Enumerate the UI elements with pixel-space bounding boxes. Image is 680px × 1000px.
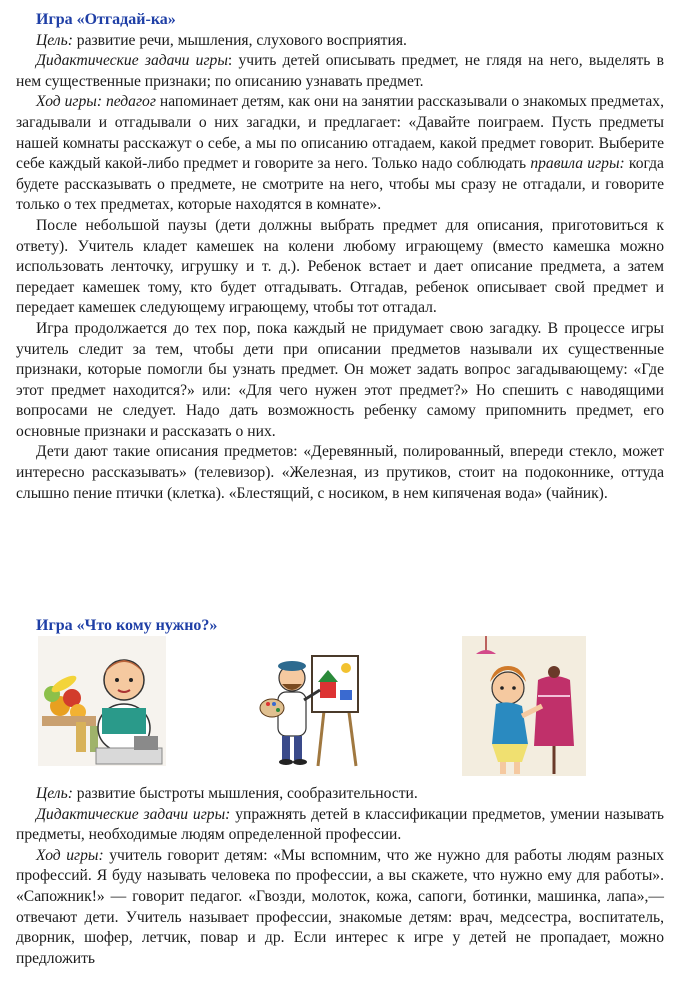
tasks-paragraph (16, 51, 664, 92)
saleswoman-illustration (38, 636, 166, 766)
artist-illustration (258, 644, 364, 768)
profession-illustrations (0, 636, 680, 782)
examples-paragraph: Дети дают такие описания предметов: «Деревянный, полированный, впереди стекло, может интересно рассказывать» (телевизор). «Железная, из прутиков, стоит на подоконнике, оттуда слышно пение птички (клетка). «Блестящий, с носиком, в нем кипяченая вода» (чайник). (16, 443, 664, 502)
goal-paragraph (16, 31, 664, 52)
course-text-2: когда будете рассказывать о предмете, не смотрите на него, чтобы мы сразу не отгадали, и говорите только о тех предметах, которые находятся в комнате». (16, 155, 664, 214)
game-otgadayka-section (16, 10, 664, 504)
rules-label: правила игры: (530, 155, 625, 173)
continue-paragraph: Игра продолжается до тех пор, пока каждый не придумает свою загадку. В процессе игры учитель следит за тем, чтобы дети при описании предметов называли их существенные признаки, которые помогли бы узнать предмет. Он может задать вопрос загадывающему: «Где этот предмет находится?» или: «Для чего нужен этот предмет?» Но спешить с наводящими вопросами не следует. Надо дать возможность ребенку самому припомнить предмет, его основные признаки и рассказать о них. (16, 319, 664, 440)
tasks2-label: Дидактические задачи игры: (36, 805, 231, 823)
course-label: Ход игры: педагог (36, 93, 156, 111)
tasks-label: Дидактические задачи игры (36, 52, 228, 70)
goal2-paragraph (16, 784, 664, 805)
game-otgadayka-title: Игра «Отгадай-ка» (36, 11, 176, 28)
course-text-1: напоминает детям, как они на занятии рассказывали о знакомых предметах, загадывали и отгадывали о них загадки, и предлагает: «Давайте поиграем. Пусть предметы нашей комнаты расскажут о себе, а мы по описанию отгадаем, какой предмет говорит. Выберите себе каждый какой-либо предмет и говорите за него. Только надо соблюдать (16, 93, 665, 173)
tasks2-text: упражнять детей в классификации предметов, умении называть предметы, необходимые людям определенной профессии. (16, 805, 665, 844)
tasks-text: : учить детей описывать предмет, не глядя на него, выделять в нем существенные признаки; по описанию узнавать предмет. (16, 52, 664, 90)
game-chto-komu-title-block (16, 616, 664, 637)
pause-paragraph: После небольшой паузы (дети должны выбрать предмет для описания, приготовиться к ответу). Учитель кладет камешек на колени любому играющему (вместо камешка можно использовать ленточку, игрушку и т. д.). Ребенок встает и дает описание предмета, а затем передает камешек тому, кто будет отгадывать. Отгадав, ребенок описывает свой предмет и передает камешек следующему играющему, чтобы тот отгадал. (16, 216, 664, 317)
game-chto-komu-title: Игра «Что кому нужно?» (36, 617, 218, 634)
game-chto-komu-section (16, 784, 664, 969)
course2-label: Ход игры: (36, 846, 104, 864)
goal2-text: развитие быстроты мышления, сообразительности. (72, 785, 418, 802)
goal-text: развитие речи, мышления, слухового восприятия. (72, 31, 407, 49)
course2-text: учитель говорит детям: «Мы вспомним, что же нужно для работы людям разных профессий. Я буду называть человека по профессии, а вы скажете, что нужно ему для работы». «Сапожник!» — говорит педагог. «Гвозди, молоток, кожа, сапоги, ботинки, машинка, лапа»,— отвечают дети. Учитель называет профессии, знакомые детям: врач, медсестра, воспитатель, дворник, шофер, летчик, повар и др. Если интерес к игре у детей не пропадает, можно предложить (16, 846, 665, 967)
course-paragraph (16, 92, 664, 216)
tasks2-paragraph (16, 805, 664, 846)
course2-paragraph (16, 846, 664, 970)
goal2-label: Цель: (36, 785, 73, 802)
goal-label: Цель: (36, 31, 73, 49)
seamstress-illustration (462, 636, 586, 776)
